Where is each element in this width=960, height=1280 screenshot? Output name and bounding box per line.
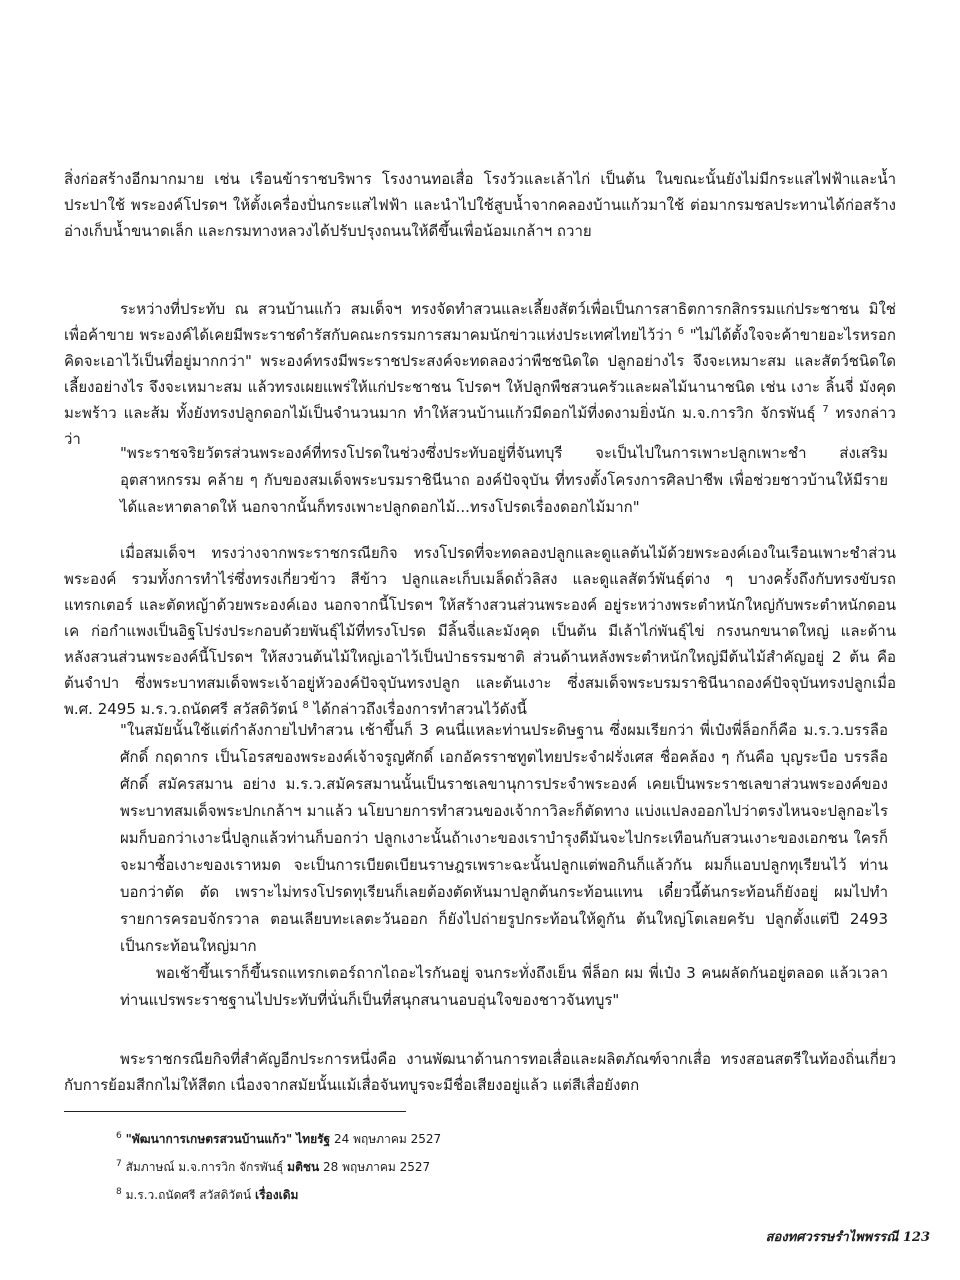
quote-text: "พระราชจริยวัตรส่วนพระองค์ที่ทรงโปรดในช่วงซึ่งประทับอยู่ที่จันทบุรี จะเป็นไปในการเพาะปลูกเพาะชำ ส่งเสริมอุตสาหกรรม คล้าย ๆ กับของสมเด็จพระบรมราชินีนาถ องค์ปัจจุบัน ที่ทรงตั้งโครงการศิลปาชีพ เพื่อช่วยชาวบ้านให้มีรายได้และหาตลาดให้ นอกจากนั้นก็ทรงเพาะปลูกดอกไม้...ทรงโปรดเรื่องดอกไม้มาก"	[120, 444, 888, 516]
book-title: สองทศวรรษรำไพพรรณี	[765, 1230, 899, 1245]
footnote-7	[116, 1159, 430, 1175]
paragraph-gardening	[64, 296, 896, 452]
footnote-source: เรื่องเดิม	[254, 1188, 299, 1202]
footnote-divider	[64, 1111, 406, 1112]
paragraph-construction	[64, 166, 896, 244]
quote-text: "ในสมัยนั้นใช้แต่กำลังกายไปทำสวน เช้าขึ้นก็ 3 คนนี่แหละท่านประดิษฐาน ซึ่งผมเรียกว่า พี่เป๋งพี่ล็อกก็คือ ม.ร.ว.บรรลือศักดิ์ กฤดากร เป็นโอรสของพระองค์เจ้าจรูญศักดิ์ เอกอัครราชทูตไทยประจำฝรั่งเศส ชื่อคล้อง ๆ กันคือ บุญระบือ บรรลือศักดิ์ สมัครสมาน อย่าง ม.ร.ว.สมัครสมานนั้นเป็นราชเลขานุการประจำพระองค์ เคยเป็นพระราชเลขาส่วนพระองค์ของพระบาทสมเด็จพระปกเกล้าฯ มาแล้ว นโยบายการทำสวนของเจ้ากาวิละก็ตัดทาง แบ่งแปลงออกไปว่าตรงไหนจะปลูกอะไร ผมก็บอกว่าเงาะนี่ปลูกแล้วท่านก็บอกว่า ปลูกเงาะนั้นถ้าเงาะของเราบำรุงดีมันจะไปกระเทือนกับสวนเงาะของเอกชน ใครก็จะมาซื้อเงาะของเราหมด จะเป็นการเบียดเบียนราษฎรเพราะฉะนั้นปลูกแต่พอกินก็แล้วกัน ผมก็แอบปลูกทุเรียนไว้ ท่านบอกว่าตัด ตัด เพราะไม่ทรงโปรดทุเรียนก็เลยต้องตัดหันมาปลูกต้นกระท้อนแทน เดี๋ยวนี้ต้นกระท้อนก็ยังอยู่ ผมไปทำรายการครอบจักรวาล ตอนเลียบทะเลตะวันออก ก็ยังไปถ่ายรูปกระท้อนให้ดูกัน ต้นใหญ่โตเลยครับ ปลูกตั้งแต่ปี 2493 เป็นกระท้อนใหญ่มาก	[120, 721, 888, 955]
footnote-6	[116, 1131, 441, 1147]
block-quote-1	[120, 440, 888, 521]
paragraph-text: พระราชกรณียกิจที่สำคัญอีกประการหนึ่งคือ งานพัฒนาด้านการทอเสื่อและผลิตภัณฑ์จากเสื่อ ทรงสอนสตรีในท้องถิ่นเกี่ยวกับการย้อมสีกกไม่ให้สีตก เนื่องจากสมัยนั้นแม้เสื่อจันทบูรจะมีชื่อเสียงอยู่แล้ว แต่สีเสื่อยังตก	[64, 1050, 896, 1094]
paragraph-hobbies	[64, 540, 896, 722]
footnote-title: "พัฒนาการเกษตรสวนบ้านแก้ว"	[125, 1132, 293, 1146]
footnote-source: มติชน	[287, 1160, 320, 1174]
paragraph-text: ได้กล่าวถึงเรื่องการทำสวนไว้ดังนี้	[313, 700, 527, 718]
paragraph-text: สิ่งก่อสร้างอีกมากมาย เช่น เรือนข้าราชบริพาร โรงงานทอเสื่อ โรงวัวและเล้าไก่ เป็นต้น ในขณะนั้นยังไม่มีกระแสไฟฟ้าและน้ำประปาใช้ พระองค์โปรดฯ ให้ตั้งเครื่องปั่นกระแสไฟฟ้า และนำไปใช้สูบน้ำจากคลองบ้านแก้วมาใช้ ต่อมากรมชลประทานได้ก่อสร้างอ่างเก็บน้ำขนาดเล็ก และกรมทางหลวงได้ปรับปรุงถนนให้ดีขึ้นเพื่อน้อมเกล้าฯ ถวาย	[64, 170, 896, 240]
footnote-number: 7	[116, 1159, 122, 1169]
paragraph-text: ทรงกล่าวว่า	[64, 404, 896, 448]
footnote-ref-8: 8	[302, 700, 309, 711]
footnote-number: 8	[116, 1187, 122, 1197]
paragraph-text: ระหว่างที่ประทับ ณ สวนบ้านแก้ว สมเด็จฯ ทรงจัดทำสวนและเลี้ยงสัตว์เพื่อเป็นการสาธิตการกสิกรรมแก่ประชาชน มิใช่เพื่อค้าขาย พระองค์ได้เคยมีพระราชดำรัสกับคณะกรรมการสมาคมนักข่าวแห่งประเทศไทยไว้ว่า	[64, 300, 896, 344]
footnote-date: 28 พฤษภาคม 2527	[323, 1160, 431, 1174]
footnote-source: ไทยรัฐ	[296, 1132, 331, 1146]
footnote-text: สัมภาษณ์ ม.จ.การวิก จักรพันธุ์	[125, 1160, 284, 1174]
footnote-text: ม.ร.ว.ถนัดศรี สวัสดิวัตน์	[125, 1188, 252, 1202]
footnote-ref-7: 7	[822, 404, 829, 415]
page-footer	[766, 1226, 930, 1247]
page-number: 123	[902, 1230, 930, 1245]
quote-text: พอเช้าขึ้นเราก็ขึ้นรถแทรกเตอร์ถากไถอะไรกันอยู่ จนกระทั่งถึงเย็น พี่ล็อก ผม พี่เป๋ง 3 คนผลัดกันอยู่ตลอด แล้วเวลาท่านแปรพระราชฐานไปประทับที่นั่นก็เป็นที่สนุกสนานอบอุ่นใจของชาวจันทบูร"	[120, 964, 888, 1009]
paragraph-weaving	[64, 1046, 896, 1098]
footnote-date: 24 พฤษภาคม 2527	[334, 1132, 442, 1146]
block-quote-2	[120, 717, 888, 1014]
footnote-8	[116, 1187, 298, 1203]
footnote-number: 6	[116, 1131, 122, 1141]
footnote-ref-6: 6	[677, 326, 685, 337]
paragraph-text: "ไม่ได้ตั้งใจจะค้าขายอะไรหรอก คิดจะเอาไว้เป็นที่อยู่มากกว่า" พระองค์ทรงมีพระราชประสงค์จะทดลองว่าพืชชนิดใด ปลูกอย่างไร จึงจะเหมาะสม และสัตว์ชนิดใดเลี้ยงอย่างไร จึงจะเหมาะสม แล้วทรงเผยแพร่ให้แก่ประชาชน โปรดฯ ให้ปลูกพืชสวนครัวและผลไม้นานาชนิด เช่น เงาะ ลิ้นจี่ มังคุด มะพร้าว และส้ม ทั้งยังทรงปลูกดอกไม้เป็นจำนวนมาก ทำให้สวนบ้านแก้วมีดอกไม้ที่งดงามยิ่งนัก ม.จ.การวิก จักรพันธุ์	[64, 326, 896, 422]
paragraph-text: เมื่อสมเด็จฯ ทรงว่างจากพระราชกรณียกิจ ทรงโปรดที่จะทดลองปลูกและดูแลต้นไม้ด้วยพระองค์เองในเรือนเพาะชำส่วนพระองค์ รวมทั้งการทำไร่ซึ่งทรงเกี่ยวข้าว สีข้าว ปลูกและเก็บเมล็ดถั่วลิสง และดูแลสัตว์พันธุ์ต่าง ๆ บางครั้งถึงกับทรงขับรถแทรกเตอร์ และตัดหญ้าด้วยพระองค์เอง นอกจากนี้โปรดฯ ให้สร้างสวนส่วนพระองค์ อยู่ระหว่างพระตำหนักใหญ่กับพระตำหนักดอนเค ก่อกำแพงเป็นอิฐโปร่งประกอบด้วยพันธุ์ไม้ที่ทรงโปรด มีลิ้นจี่และมังคุด เป็นต้น มีเล้าไก่พันธุ์ไข่ กรงนกขนาดใหญ่ และด้านหลังสวนส่วนพระองค์นี้โปรดฯ ให้สงวนต้นไม้ใหญ่เอาไว้เป็นป่าธรรมชาติ ส่วนด้านหลังพระตำหนักใหญ่มีต้นไม้สำคัญอยู่ 2 ต้น คือ ต้นจำปา ซึ่งพระบาทสมเด็จพระเจ้าอยู่หัวองค์ปัจจุบันทรงปลูก และต้นเงาะ ซึ่งสมเด็จพระบรมราชินีนาถองค์ปัจจุบันทรงปลูกเมื่อ พ.ศ. 2495 ม.ร.ว.ถนัดศรี สวัสดิวัตน์	[64, 544, 896, 718]
